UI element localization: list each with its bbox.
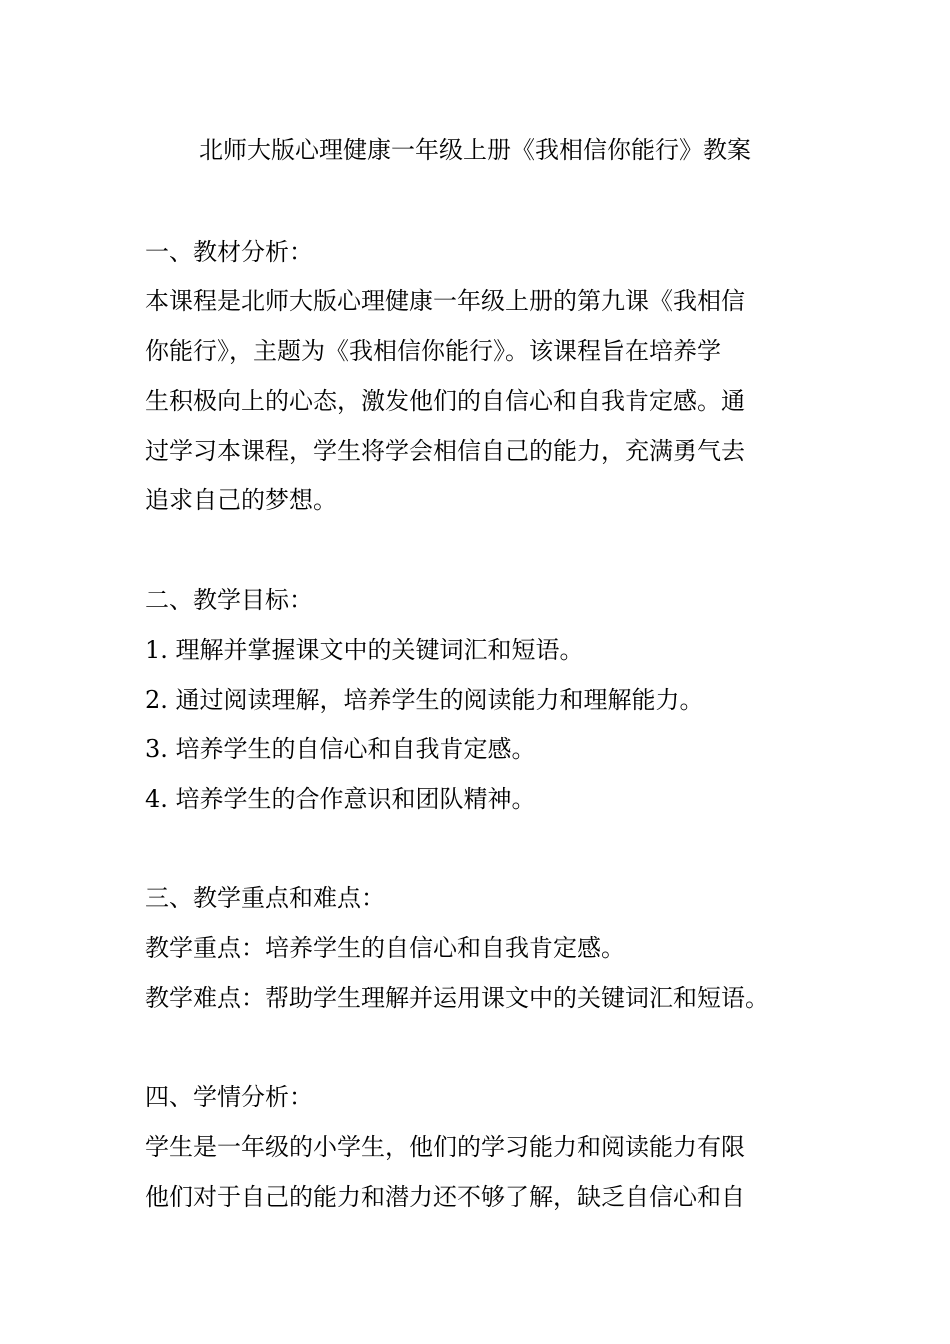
section4-line: 他们对于自己的能力和潜力还不够了解，缺乏自信心和自 [145,1183,745,1211]
section2-item: 1. 理解并掌握课文中的关键词汇和短语。 [145,636,584,664]
section1-line: 本课程是北师大版心理健康一年级上册的第九课《我相信 [145,287,745,315]
section3-line: 教学重点：培养学生的自信心和自我肯定感。 [145,934,625,962]
section2-heading: 二、教学目标： [145,586,313,614]
section2-item: 2. 通过阅读理解，培养学生的阅读能力和理解能力。 [145,686,704,714]
section1-line: 生积极向上的心态，激发他们的自信心和自我肯定感。通 [145,387,745,415]
section4-heading: 四、学情分析： [145,1083,313,1111]
section1-line: 过学习本课程，学生将学会相信自己的能力，充满勇气去 [145,437,745,465]
section3-heading: 三、教学重点和难点： [145,884,385,912]
section2-item: 3. 培养学生的自信心和自我肯定感。 [145,735,536,763]
document-title: 北师大版心理健康一年级上册《我相信你能行》教案 [199,136,751,164]
section4-line: 学生是一年级的小学生，他们的学习能力和阅读能力有限 [145,1133,745,1161]
section1-line: 你能行》，主题为《我相信你能行》。该课程旨在培养学 [145,337,721,365]
section3-line: 教学难点：帮助学生理解并运用课文中的关键词汇和短语。 [145,984,769,1012]
section1-line: 追求自己的梦想。 [145,486,337,514]
section1-heading: 一、教材分析： [145,238,313,266]
section2-item: 4. 培养学生的合作意识和团队精神。 [145,785,536,813]
